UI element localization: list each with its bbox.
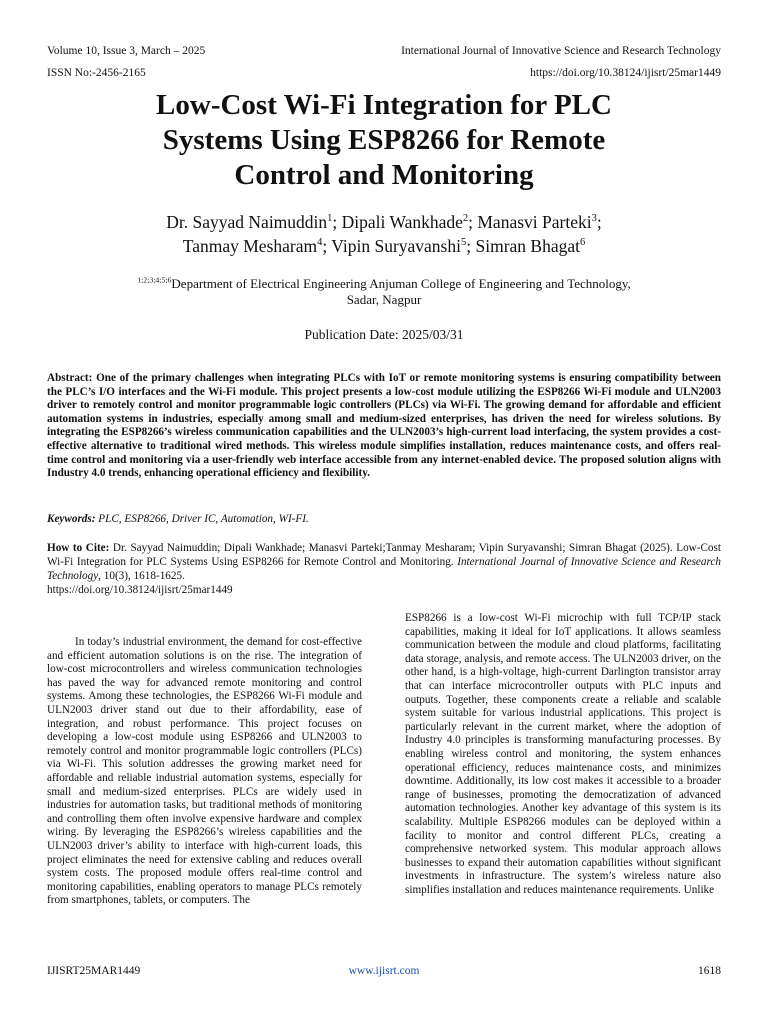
cite-label: How to Cite: xyxy=(47,542,110,554)
title-line: Systems Using ESP8266 for Remote xyxy=(162,124,606,156)
publication-date: Publication Date: 2025/03/31 xyxy=(304,327,464,342)
author-sup: 3 xyxy=(591,213,597,225)
footer-website-link[interactable]: www.ijisrt.com xyxy=(348,965,420,977)
keywords xyxy=(47,512,721,526)
page-number: 1618 xyxy=(698,965,721,977)
author-name: Manasvi Parteki xyxy=(477,212,592,232)
abstract-label: Abstract: xyxy=(47,372,93,384)
how-to-cite xyxy=(47,541,721,597)
author-sep: ; xyxy=(468,212,478,232)
author-name: Dipali Wankhade xyxy=(341,212,463,232)
author-sep: ; xyxy=(322,236,332,256)
body-column-right: ESP8266 is a low-cost Wi-Fi microchip with full TCP/IP stack capabilities, making it ideal for IoT applications. It allows seamless communication between the module and cloud platforms, facilitating data storage, analysis, and remote access. The ULN2003 driver, on the other hand, is a high-voltage, high-current Darlington transistor array that can interface microcontroller outputs with PLC inputs and outputs. Together, these components create a reliable and scalable system suitable for various industrial applications. This project is particularly relevant in the current market, where the adoption of Industry 4.0 principles is transforming manufacturing processes. By enabling wireless control and monitoring, the system enhances operational efficiency, reduces maintenance costs, and minimizes downtime. Additionally, its low cost makes it accessible to a broader range of businesses, promoting the democratization of advanced automation technologies. Another key advantage of this system is its scalability. Multiple ESP8266 modules can be deployed within a facility to monitor and control different PLCs, creating a comprehensive networked system. This modular approach allows businesses to expand their automation capabilities without significant investments in infrastructure. The system’s wireless nature also simplifies installation and reduces maintenance requirements. Unlike xyxy=(405,612,721,896)
cite-volume: , 10(3), 1618-1625. xyxy=(98,570,185,582)
title-line: Control and Monitoring xyxy=(234,159,534,191)
author-sep: ; xyxy=(596,212,602,232)
affiliation-line: Sadar, Nagpur xyxy=(346,292,422,307)
author-sup: 2 xyxy=(462,213,469,225)
paper-title xyxy=(60,88,708,193)
author-name: Vipin Suryavanshi xyxy=(331,236,461,256)
issn: ISSN No:-2456-2165 xyxy=(47,67,146,79)
journal-volume: Volume 10, Issue 3, March – 2025 xyxy=(47,45,206,57)
author-sup: 5 xyxy=(461,237,467,249)
footer-paper-id: IJISRT25MAR1449 xyxy=(47,965,141,977)
author-sep: ; xyxy=(332,212,342,232)
keywords-label: Keywords: xyxy=(47,513,96,525)
author-sup: 1 xyxy=(327,213,333,225)
author-name: Dr. Sayyad Naimuddin xyxy=(166,212,328,232)
cite-text: Dr. Sayyad Naimuddin; Dipali Wankhade; Manasvi Parteki;Tanmay Mesharam; Vipin Suryavanshi; Simran Bhagat (2025). Low-Cost Wi-Fi Integration for PLC Systems Using ESP8266 for Remote Control and Monitoring. xyxy=(47,542,721,568)
author-sep: ; xyxy=(466,236,476,256)
affiliation-line: Department of Electrical Engineering Anjuman College of Engineering and Technology, xyxy=(171,276,631,291)
author-sup: 6 xyxy=(580,237,586,249)
keywords-text: PLC, ESP8266, Driver IC, Automation, WI-FI. xyxy=(98,513,309,525)
journal-name: International Journal of Innovative Science and Research Technology xyxy=(401,45,721,57)
cite-doi-link[interactable]: https://doi.org/10.38124/ijisrt/25mar1449 xyxy=(47,584,233,596)
body-column-left: In today’s industrial environment, the demand for cost-effective and efficient automation solutions is on the rise. The integration of low-cost microcontrollers and wireless communication technologies has paved the way for advanced remote monitoring and control systems. Among these technologies, the ESP8266 Wi-Fi module and ULN2003 driver stand out due to their affordability, ease of integration, and robust performance. This project focuses on developing a low-cost module using ESP8266 and ULN2003 to remotely control and monitor programmable logic controllers (PLCs) via Wi-Fi. This solution addresses the growing market need for affordable and reliable industrial automation systems, especially for small and medium-sized enterprises. PLCs are widely used in industries for automation tasks, but traditional methods of monitoring and controlling them often involve expensive hardware and complex wiring. By leveraging the ESP8266’s wireless capabilities and the ULN2003 driver’s ability to interface with high-current loads, this project eliminates the need for extensive cabling and reduces overall system costs. The proposed module offers real-time control and monitoring capabilities, enabling operators to manage PLCs remotely from smartphones, tablets, or computers. The xyxy=(47,636,362,907)
cite-journal: International Journal of Innovative Science and Research Technology xyxy=(47,556,721,582)
author-sup: 4 xyxy=(317,237,323,249)
author-list xyxy=(40,210,728,258)
author-name: Simran Bhagat xyxy=(475,236,580,256)
header-doi-link[interactable]: https://doi.org/10.38124/ijisrt/25mar1449 xyxy=(530,67,721,79)
abstract-text: One of the primary challenges when integrating PLCs with IoT or remote monitoring systems is ensuring compatibility between the PLC’s I/O interfaces and the Wi-Fi module. This project presents a low-cost module utilizing the ESP8266 Wi-Fi module and ULN2003 driver to remotely control and monitor programmable logic controllers (PLCs) via Wi-Fi. The growing demand for affordable and efficient automation systems in industries, especially among small and medium-sized enterprises, has driven the need for wireless solutions. By integrating the ESP8266’s wireless communication capabilities and the ULN2003’s high-current load interfacing, the system provides a cost-effective alternative to traditional wired methods. This wireless module simplifies installation, reduces maintenance costs, and offers real-time control and monitoring via a user-friendly web interface accessible from any internet-enabled device. The proposed solution aligns with Industry 4.0 trends, enhancing operational efficiency and flexibility. xyxy=(47,372,721,480)
title-line: Low-Cost Wi-Fi Integration for PLC xyxy=(156,89,612,121)
affiliation xyxy=(40,276,728,308)
author-name: Tanmay Mesharam xyxy=(182,236,318,256)
affiliation-sup: 1;2;3;4;5;6 xyxy=(137,275,172,285)
abstract xyxy=(47,372,721,481)
